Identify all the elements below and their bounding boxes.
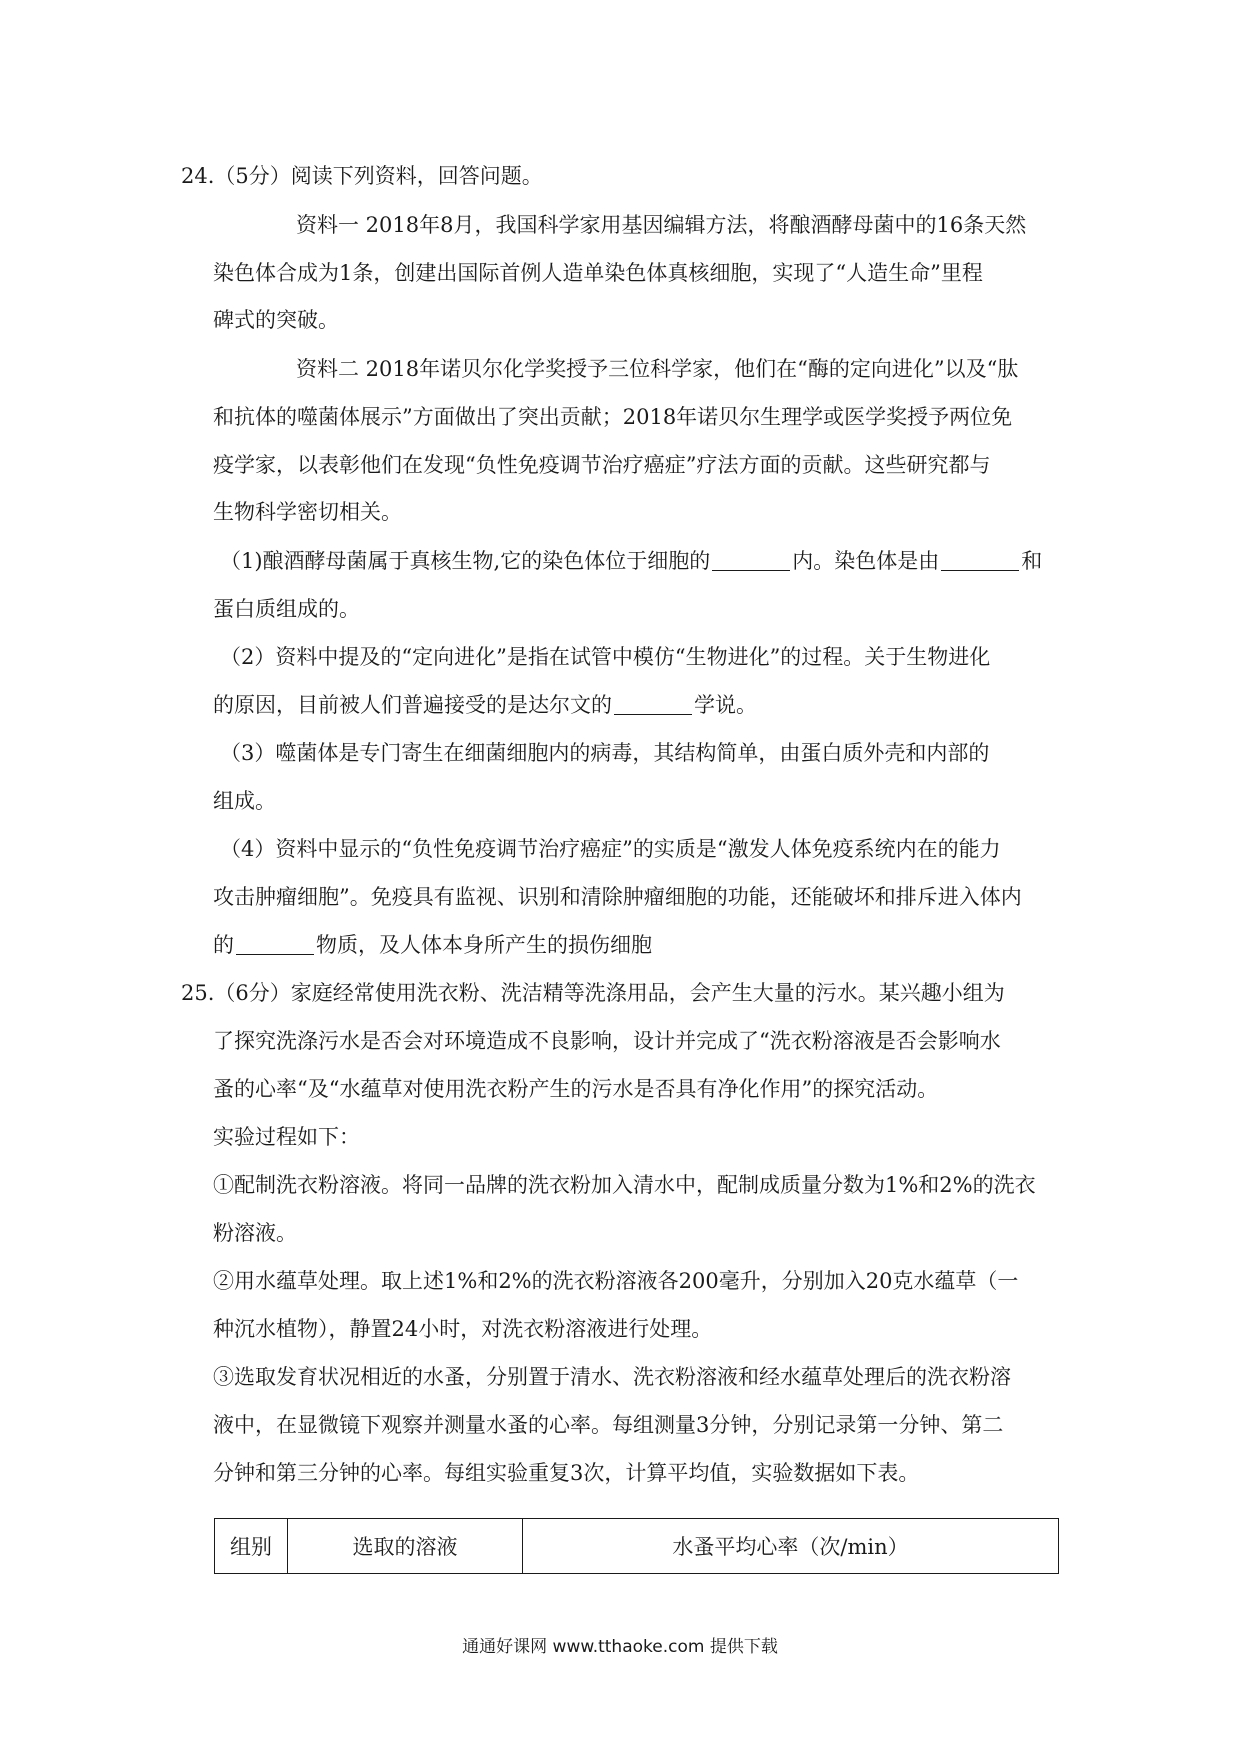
footer-watermark: 通通好课网 www.tthaoke.com 提供下载 [462,1637,778,1657]
q24-part4-line1: （4）资料中显示的“负性免疫调节治疗癌症”的实质是“激发人体免疫系统内在的能力 [220,837,1001,861]
q24-material1-line1: 资料一 2018年8月，我国科学家用基因编辑方法，将酿酒酵母菌中的16条天然 [296,213,1027,237]
answer-blank[interactable] [614,692,692,715]
table-header-heart-rate: 水蚤平均心率（次/min） [523,1519,1059,1574]
q24-material1-line2: 染色体合成为1条，创建出国际首例人造单染色体真核细胞，实现了“人造生命”里程 [213,261,983,285]
q25-step2-line1: ②用水蕴草处理。取上述1%和2%的洗衣粉溶液各200毫升，分别加入20克水蕴草（一 [213,1269,1019,1293]
q24-material1-line3: 碑式的突破。 [213,308,339,332]
q24-material2-line4: 生物科学密切相关。 [213,500,402,524]
q25-step3-line3: 分钟和第三分钟的心率。每组实验重复3次，计算平均值，实验数据如下表。 [213,1461,920,1485]
table-header-group: 组别 [215,1519,288,1574]
q24-part1-text-b: 内。染色体是由 [792,549,940,573]
q24-part2-text-b: 学说。 [694,693,757,717]
q24-part4-line2: 攻击肿瘤细胞”。免疫具有监视、识别和清除肿瘤细胞的功能，还能破坏和排斥进入体内 [213,885,1022,909]
q24-part4-line3 [213,931,1058,959]
q24-part1-text-c: 和 [1021,549,1043,573]
q24-part2-text-a: 的原因，目前被人们普遍接受的是达尔文的 [213,693,612,717]
q24-part1-line1 [220,547,1058,575]
q24-part4-text-b: 物质，及人体本身所产生的损伤细胞 [316,933,652,957]
q24-material2-line3: 疫学家，以表彰他们在发现“负性免疫调节治疗癌症”疗法方面的贡献。这些研究都与 [213,453,991,477]
heart-rate-table [214,1518,1059,1574]
q24-material2-line2: 和抗体的噬菌体展示”方面做出了突出贡献；2018年诺贝尔生理学或医学奖授予两位免 [213,405,1013,429]
q24-part4-text-a: 的 [213,933,234,957]
q24-material2-line1: 资料二 2018年诺贝尔化学奖授予三位科学家，他们在“酶的定向进化”以及“肽 [296,357,1019,381]
q24-part3-line2: 组成。 [213,789,276,813]
q24-part2-line2 [213,691,1058,719]
q24-part3-line1: （3）噬菌体是专门寄生在细菌细胞内的病毒，其结构简单，由蛋白质外壳和内部的 [220,741,990,765]
q25-intro-line2: 了探究洗涤污水是否会对环境造成不良影响，设计并完成了“洗衣粉溶液是否会影响水 [213,1029,1001,1053]
q25-step1-line1: ①配制洗衣粉溶液。将同一品牌的洗衣粉加入清水中，配制成质量分数为1%和2%的洗衣 [213,1173,1036,1197]
q25-process-title: 实验过程如下： [213,1125,360,1149]
q25-intro-line3: 蚤的心率“及“水蕴草对使用洗衣粉产生的污水是否具有净化作用”的探究活动。 [213,1077,939,1101]
table-header-row [215,1519,1059,1574]
q24-part1-text-a: （1)酿酒酵母菌属于真核生物,它的染色体位于细胞的 [220,549,711,573]
q25-step2-line2: 种沉水植物），静置24小时，对洗衣粉溶液进行处理。 [213,1317,713,1341]
q24-part2-line1: （2）资料中提及的“定向进化”是指在试管中模仿“生物进化”的过程。关于生物进化 [220,645,991,669]
answer-blank[interactable] [236,932,314,955]
q25-intro-line1: 25.（6分）家庭经常使用洗衣粉、洗洁精等洗涤用品，会产生大量的污水。某兴趣小组为 [181,981,1005,1005]
q24-header: 24.（5分）阅读下列资料，回答问题。 [181,164,543,188]
q25-step3-line2: 液中，在显微镜下观察并测量水蚤的心率。每组测量3分钟，分别记录第一分钟、第二 [213,1413,1004,1437]
q25-step3-line1: ③选取发育状况相近的水蚤，分别置于清水、洗衣粉溶液和经水蕴草处理后的洗衣粉溶 [213,1365,1011,1389]
answer-blank[interactable] [712,548,790,571]
table-header-solution: 选取的溶液 [288,1519,523,1574]
q25-step1-line2: 粉溶液。 [213,1221,297,1245]
answer-blank[interactable] [941,548,1019,571]
q24-part1-line2: 蛋白质组成的。 [213,597,360,621]
